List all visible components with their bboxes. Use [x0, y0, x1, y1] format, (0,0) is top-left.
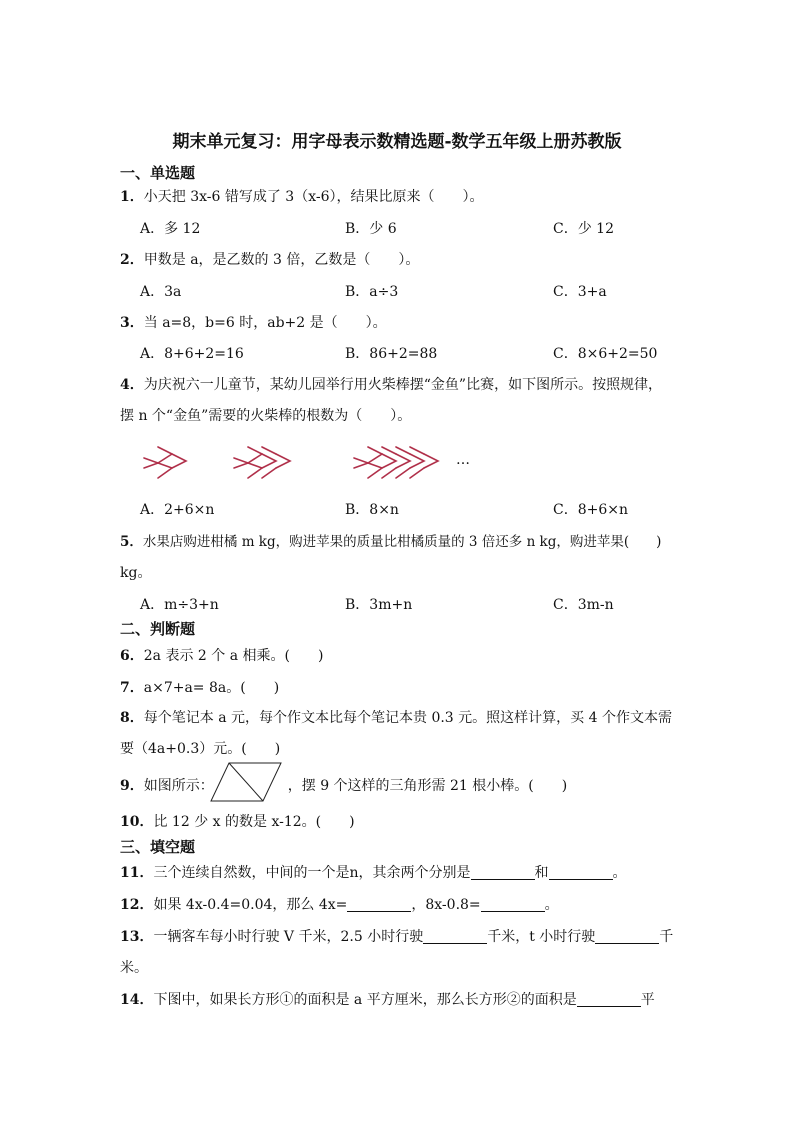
question-text: 2a 表示 2 个 a 相乘。( ) — [143, 648, 324, 664]
q4-option-c: C．8+6×n — [553, 502, 629, 518]
question-number: 10． — [120, 814, 154, 830]
question-1 — [120, 186, 484, 206]
question-text: 水果店购进柑橘 m kg，购进苹果的质量比柑橘质量的 3 倍还多 n kg，购进苹果( ) — [142, 534, 662, 550]
answer-blank[interactable] — [423, 929, 487, 944]
question-8-line-1 — [120, 707, 672, 727]
question-text-mid: 千米，t 小时行驶 — [487, 929, 596, 945]
question-number: 2． — [120, 252, 144, 268]
question-text: 每个笔记本 a 元，每个作文本比每个笔记本贵 0.3 元。照这样计算，买 4 个作文本需 — [143, 710, 672, 726]
page-title: 期末单元复习：用字母表示数精选题-数学五年级上册苏教版 — [172, 132, 622, 152]
question-text-post: 平 — [640, 992, 655, 1008]
question-text-post: 。 — [544, 897, 559, 913]
question-10 — [120, 811, 355, 831]
q3-option-c: C．8×6+2=50 — [553, 346, 658, 362]
question-4-line-2: 摆 n 个“金鱼”需要的火柴棒的根数为（ ）。 — [120, 408, 412, 424]
q2-option-a: A．3a — [140, 284, 182, 300]
q1-option-c: C．少 12 — [553, 221, 614, 237]
q5-option-c: C．3m-n — [553, 597, 614, 613]
question-number: 5． — [120, 534, 143, 550]
question-6 — [120, 645, 323, 665]
q3-option-b: B．86+2=88 — [345, 346, 438, 362]
answer-blank[interactable] — [471, 865, 535, 880]
figure-ellipsis: … — [456, 452, 470, 468]
question-13-line-2: 米。 — [120, 960, 148, 976]
question-text-mid: ，8x-0.8= — [411, 897, 481, 913]
question-text-pre: 一辆客车每小时行驶 V 千米，2.5 小时行驶 — [153, 929, 424, 945]
question-number: 6． — [120, 648, 144, 664]
question-13-line-1 — [120, 926, 673, 946]
question-7 — [120, 677, 279, 697]
question-text: 小天把 3x-6 错写成了 3（x-6），结果比原来（ ）。 — [143, 189, 484, 205]
question-number: 4． — [120, 377, 144, 393]
question-number: 14． — [120, 992, 154, 1008]
question-text: 比 12 少 x 的数是 x-12。( ) — [153, 814, 355, 830]
triangle-figure — [211, 762, 283, 802]
q5-option-b: B．3m+n — [345, 597, 413, 613]
question-number: 1． — [120, 189, 144, 205]
answer-blank[interactable] — [549, 865, 613, 880]
question-text-pre: 三个连续自然数，中间的一个是n，其余两个分别是 — [153, 865, 471, 881]
question-text-pre: 下图中，如果长方形①的面积是 a 平方厘米，那么长方形②的面积是 — [153, 992, 577, 1008]
q1-option-b: B．少 6 — [345, 221, 397, 237]
question-number: 8． — [120, 710, 144, 726]
question-14 — [120, 989, 655, 1009]
question-9 — [120, 775, 567, 795]
question-text-post: ，摆 9 个这样的三角形需 21 根小棒。( ) — [287, 778, 568, 794]
question-number: 13． — [120, 929, 154, 945]
q3-option-a: A．8+6+2=16 — [140, 346, 244, 362]
question-text: 当 a=8，b=6 时，ab+2 是（ ）。 — [143, 315, 387, 331]
q5-option-a: A．m÷3+n — [140, 597, 219, 613]
answer-blank[interactable] — [481, 897, 545, 912]
goldfish-3 — [354, 447, 438, 478]
goldfish-1 — [144, 447, 186, 478]
question-number: 9． — [120, 778, 144, 794]
matchstick-goldfish-figure — [140, 440, 480, 480]
answer-blank[interactable] — [347, 897, 411, 912]
question-5-line-1 — [120, 530, 661, 550]
question-11 — [120, 862, 627, 882]
goldfish-2 — [234, 447, 290, 478]
question-2 — [120, 249, 419, 269]
question-number: 7． — [120, 680, 144, 696]
section-heading-single-choice: 一、单选题 — [120, 164, 196, 182]
question-number: 11． — [120, 865, 154, 881]
question-4-line-1 — [120, 374, 662, 394]
question-number: 12． — [120, 897, 154, 913]
question-8-line-2: 要（4a+0.3）元。( ) — [120, 741, 281, 757]
question-3 — [120, 312, 387, 332]
question-12 — [120, 894, 559, 914]
question-text: a×7+a= 8a。( ) — [143, 680, 280, 696]
section-heading-true-false: 二、判断题 — [120, 620, 196, 638]
question-text: 甲数是 a，是乙数的 3 倍，乙数是（ ）。 — [143, 252, 420, 268]
q4-option-b: B．8×n — [345, 502, 399, 518]
question-5-line-2: kg。 — [120, 565, 152, 581]
question-text: 为庆祝六一儿童节，某幼儿园举行用火柴棒摆“金鱼”比赛，如下图所示。按照规律， — [143, 377, 663, 393]
question-text-post: 。 — [612, 865, 627, 881]
q1-option-a: A．多 12 — [140, 221, 201, 237]
q2-option-b: B．a÷3 — [345, 284, 399, 300]
answer-blank[interactable] — [577, 992, 641, 1007]
section-heading-fill-in: 三、填空题 — [120, 838, 196, 856]
question-text-pre: 如图所示： — [143, 778, 214, 794]
question-text-pre: 如果 4x-0.4=0.04，那么 4x= — [153, 897, 348, 913]
answer-blank[interactable] — [595, 929, 659, 944]
question-text-mid: 和 — [534, 865, 549, 881]
question-text-post: 千 — [659, 929, 674, 945]
question-number: 3． — [120, 315, 144, 331]
q4-option-a: A．2+6×n — [140, 502, 215, 518]
q2-option-c: C．3+a — [553, 284, 607, 300]
